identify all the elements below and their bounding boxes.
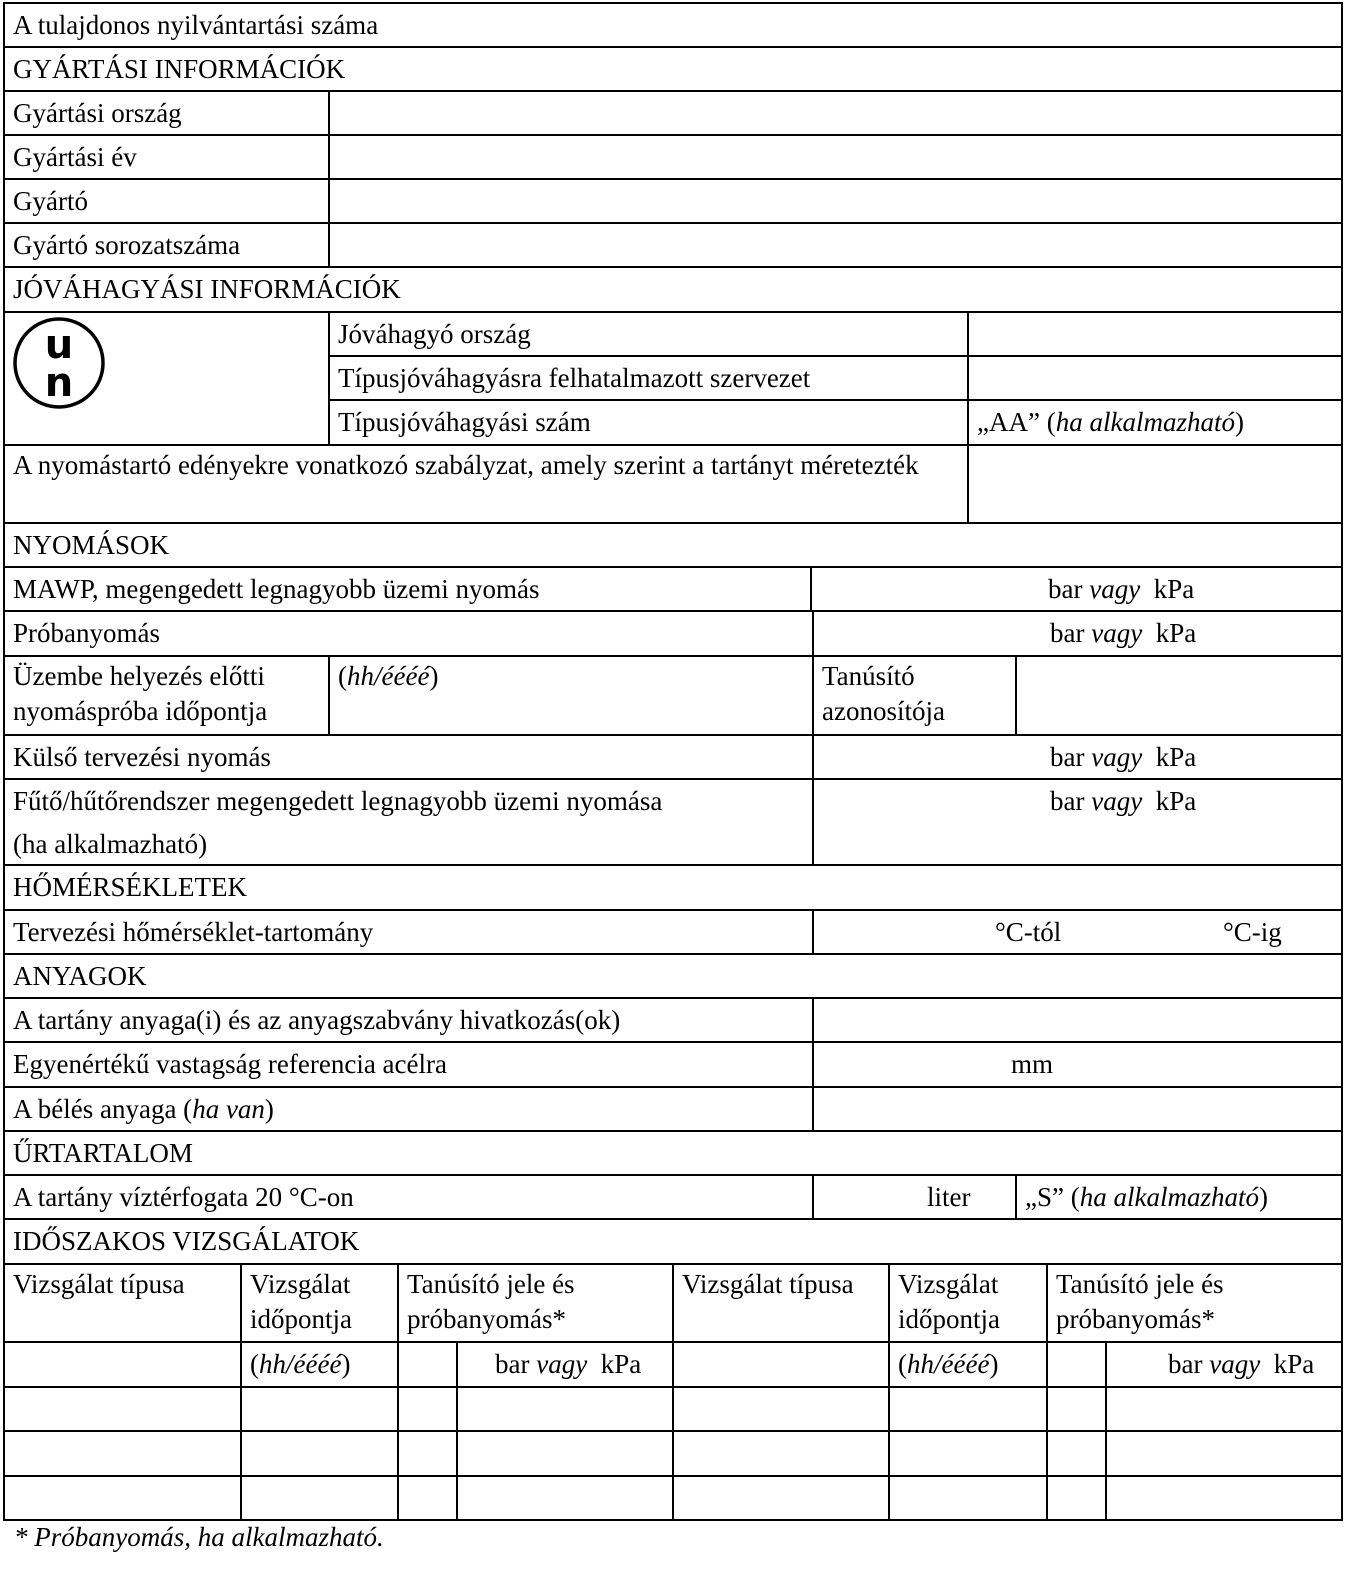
- test-date-header-2: Vizsgálat időpontja: [898, 1269, 1000, 1334]
- witness-id-label: Tanúsító azonosítója: [822, 661, 945, 726]
- inspection-row[interactable]: [4, 1387, 1342, 1431]
- shell-material-field[interactable]: [813, 998, 1342, 1042]
- periodic-unit-bar-2: bar: [1168, 1349, 1203, 1379]
- periodic-heading: IDŐSZAKOS VIZSGÁLATOK: [13, 1226, 360, 1256]
- temperatures-heading: HŐMÉRSÉKLETEK: [13, 872, 247, 902]
- regulation-field[interactable]: [968, 445, 1342, 523]
- heating-cooling-note: (ha alkalmazható): [13, 829, 208, 859]
- mawp-unit-kpa: kPa: [1153, 574, 1195, 604]
- lining-close: ): [264, 1094, 274, 1124]
- manufacturing-heading: GYÁRTÁSI INFORMÁCIÓK: [13, 54, 346, 84]
- equivalent-thickness-field[interactable]: [813, 1042, 1342, 1087]
- external-design-pressure-field[interactable]: [813, 735, 1342, 779]
- pressures-heading: NYOMÁSOK: [13, 530, 170, 560]
- heating-unit-kpa: kPa: [1155, 786, 1197, 816]
- authorized-body-label: Típusjóváhagyásra felhatalmazott szervezet: [338, 363, 811, 393]
- date-format-2: hh/éééé: [907, 1349, 990, 1379]
- lining-material-label: [4, 1087, 813, 1131]
- periodic-unit-kpa-2: kPa: [1273, 1349, 1315, 1379]
- approval-number-field[interactable]: „AA” (ha alkalmazható): [977, 407, 1244, 437]
- thickness-unit: mm: [1011, 1049, 1054, 1079]
- test-pressure-label: Próbanyomás: [13, 618, 160, 648]
- design-temperature-field[interactable]: [813, 910, 1342, 954]
- manufacturing-year-label: Gyártási év: [13, 142, 137, 172]
- heating-cooling-field[interactable]: [813, 779, 1342, 865]
- capacity-heading: ŰRTARTALOM: [13, 1138, 193, 1168]
- heating-unit-bar: bar: [1050, 786, 1085, 816]
- external-unit-or: vagy: [1091, 742, 1143, 772]
- pressure-unit-2: [1106, 1342, 1342, 1387]
- heating-cooling-text: Fűtő/hűtőrendszer megengedett legnagyobb üzemi nyomása: [13, 786, 663, 816]
- manufacturing-country-label: Gyártási ország: [13, 98, 182, 128]
- manufacturer-field[interactable]: [329, 179, 1342, 223]
- witness-id-field[interactable]: [1016, 656, 1342, 735]
- test-type-header-1: Vizsgálat típusa: [13, 1269, 185, 1299]
- s-if-applicable: ha alkalmazható: [1079, 1182, 1259, 1212]
- capacity-unit: liter: [927, 1182, 971, 1212]
- lining-material-field[interactable]: [813, 1087, 1342, 1131]
- manufacturer-serial-label: Gyártó sorozatszáma: [13, 230, 241, 260]
- s-code: „S”: [1025, 1182, 1064, 1212]
- mawp-label: MAWP, megengedett legnagyobb üzemi nyomás: [13, 574, 540, 604]
- manufacturer-serial-field[interactable]: [329, 223, 1342, 267]
- periodic-unit-or-1: vagy: [536, 1349, 588, 1379]
- date-format-1: hh/éééé: [259, 1349, 342, 1379]
- test-date-format-1: (hh/éééé): [250, 1349, 351, 1379]
- equivalent-thickness-label: Egyenértékű vastagság referencia acélra: [13, 1049, 447, 1079]
- initial-test-date-field[interactable]: (hh/éééé): [338, 661, 439, 691]
- owner-registration-label: A tulajdonos nyilvántartási száma: [13, 10, 379, 40]
- s-code-field[interactable]: „S” (ha alkalmazható): [1025, 1182, 1268, 1212]
- design-temperature-label: Tervezési hőmérséklet-tartomány: [13, 917, 374, 947]
- witness-stamp-header-1: Tanúsító jele és próbanyomás*: [407, 1269, 575, 1334]
- lining-note: ha van: [192, 1094, 265, 1124]
- approving-country-field[interactable]: [968, 312, 1342, 356]
- authorized-body-field[interactable]: [968, 356, 1342, 400]
- water-capacity-label: A tartány víztérfogata 20 °C-on: [13, 1182, 354, 1212]
- water-capacity-field[interactable]: [813, 1175, 1016, 1219]
- un-logo-n: n: [44, 360, 74, 406]
- shell-material-label: A tartány anyaga(i) és az anyagszabvány hivatkozás(ok): [13, 1005, 621, 1035]
- materials-heading: ANYAGOK: [13, 961, 147, 991]
- un-logo-u: u: [44, 322, 74, 368]
- aa-if-applicable: ha alkalmazható: [1055, 407, 1235, 437]
- test-pressure-unit-kpa: kPa: [1155, 618, 1197, 648]
- inspection-row[interactable]: [4, 1476, 1342, 1520]
- approving-country-label: Jóváhagyó ország: [338, 319, 531, 349]
- initial-test-date-format: hh/éééé: [347, 661, 430, 691]
- lining-text: A bélés anyaga (: [13, 1094, 193, 1124]
- manufacturing-country-field[interactable]: [329, 91, 1342, 135]
- approval-number-label: Típusjóváhagyási szám: [338, 407, 591, 437]
- initial-test-date-label: Üzembe helyezés előtti nyomáspróba időpontja: [13, 661, 268, 726]
- mawp-unit-bar: bar: [1048, 574, 1083, 604]
- manufacturer-label: Gyártó: [13, 186, 88, 216]
- periodic-unit-or-2: vagy: [1209, 1349, 1261, 1379]
- mawp-field[interactable]: [811, 567, 1342, 611]
- external-unit-bar: bar: [1050, 742, 1085, 772]
- approval-heading: JÓVÁHAGYÁSI INFORMÁCIÓK: [13, 274, 401, 304]
- mawp-unit-or: vagy: [1089, 574, 1141, 604]
- external-unit-kpa: kPa: [1155, 742, 1197, 772]
- periodic-unit-kpa-1: kPa: [600, 1349, 642, 1379]
- aa-code: „AA”: [977, 407, 1040, 437]
- footnote: * Próbanyomás, ha alkalmazható.: [14, 1522, 384, 1552]
- test-date-header-1: Vizsgálat időpontja: [250, 1269, 352, 1334]
- temperature-from: °C-tól: [995, 917, 1062, 947]
- heating-cooling-label: [4, 779, 813, 865]
- witness-stamp-header-2: Tanúsító jele és próbanyomás*: [1056, 1269, 1224, 1334]
- test-date-format-2: (hh/éééé): [898, 1349, 999, 1379]
- heating-unit-or: vagy: [1091, 786, 1143, 816]
- regulation-label: A nyomástartó edényekre vonatkozó szabályzat, amely szerint a tartányt méretezték: [13, 450, 919, 480]
- external-design-pressure-label: Külső tervezési nyomás: [13, 742, 271, 772]
- pressure-unit-1: [457, 1342, 673, 1387]
- temperature-to: °C-ig: [1223, 917, 1282, 947]
- manufacturing-year-field[interactable]: [329, 135, 1342, 179]
- un-logo-icon: [12, 316, 106, 410]
- test-pressure-unit-or: vagy: [1091, 618, 1143, 648]
- inspection-row[interactable]: [4, 1431, 1342, 1476]
- periodic-unit-bar-1: bar: [495, 1349, 530, 1379]
- test-pressure-unit-bar: bar: [1050, 618, 1085, 648]
- test-type-header-2: Vizsgálat típusa: [682, 1269, 854, 1299]
- test-pressure-field[interactable]: [813, 611, 1342, 656]
